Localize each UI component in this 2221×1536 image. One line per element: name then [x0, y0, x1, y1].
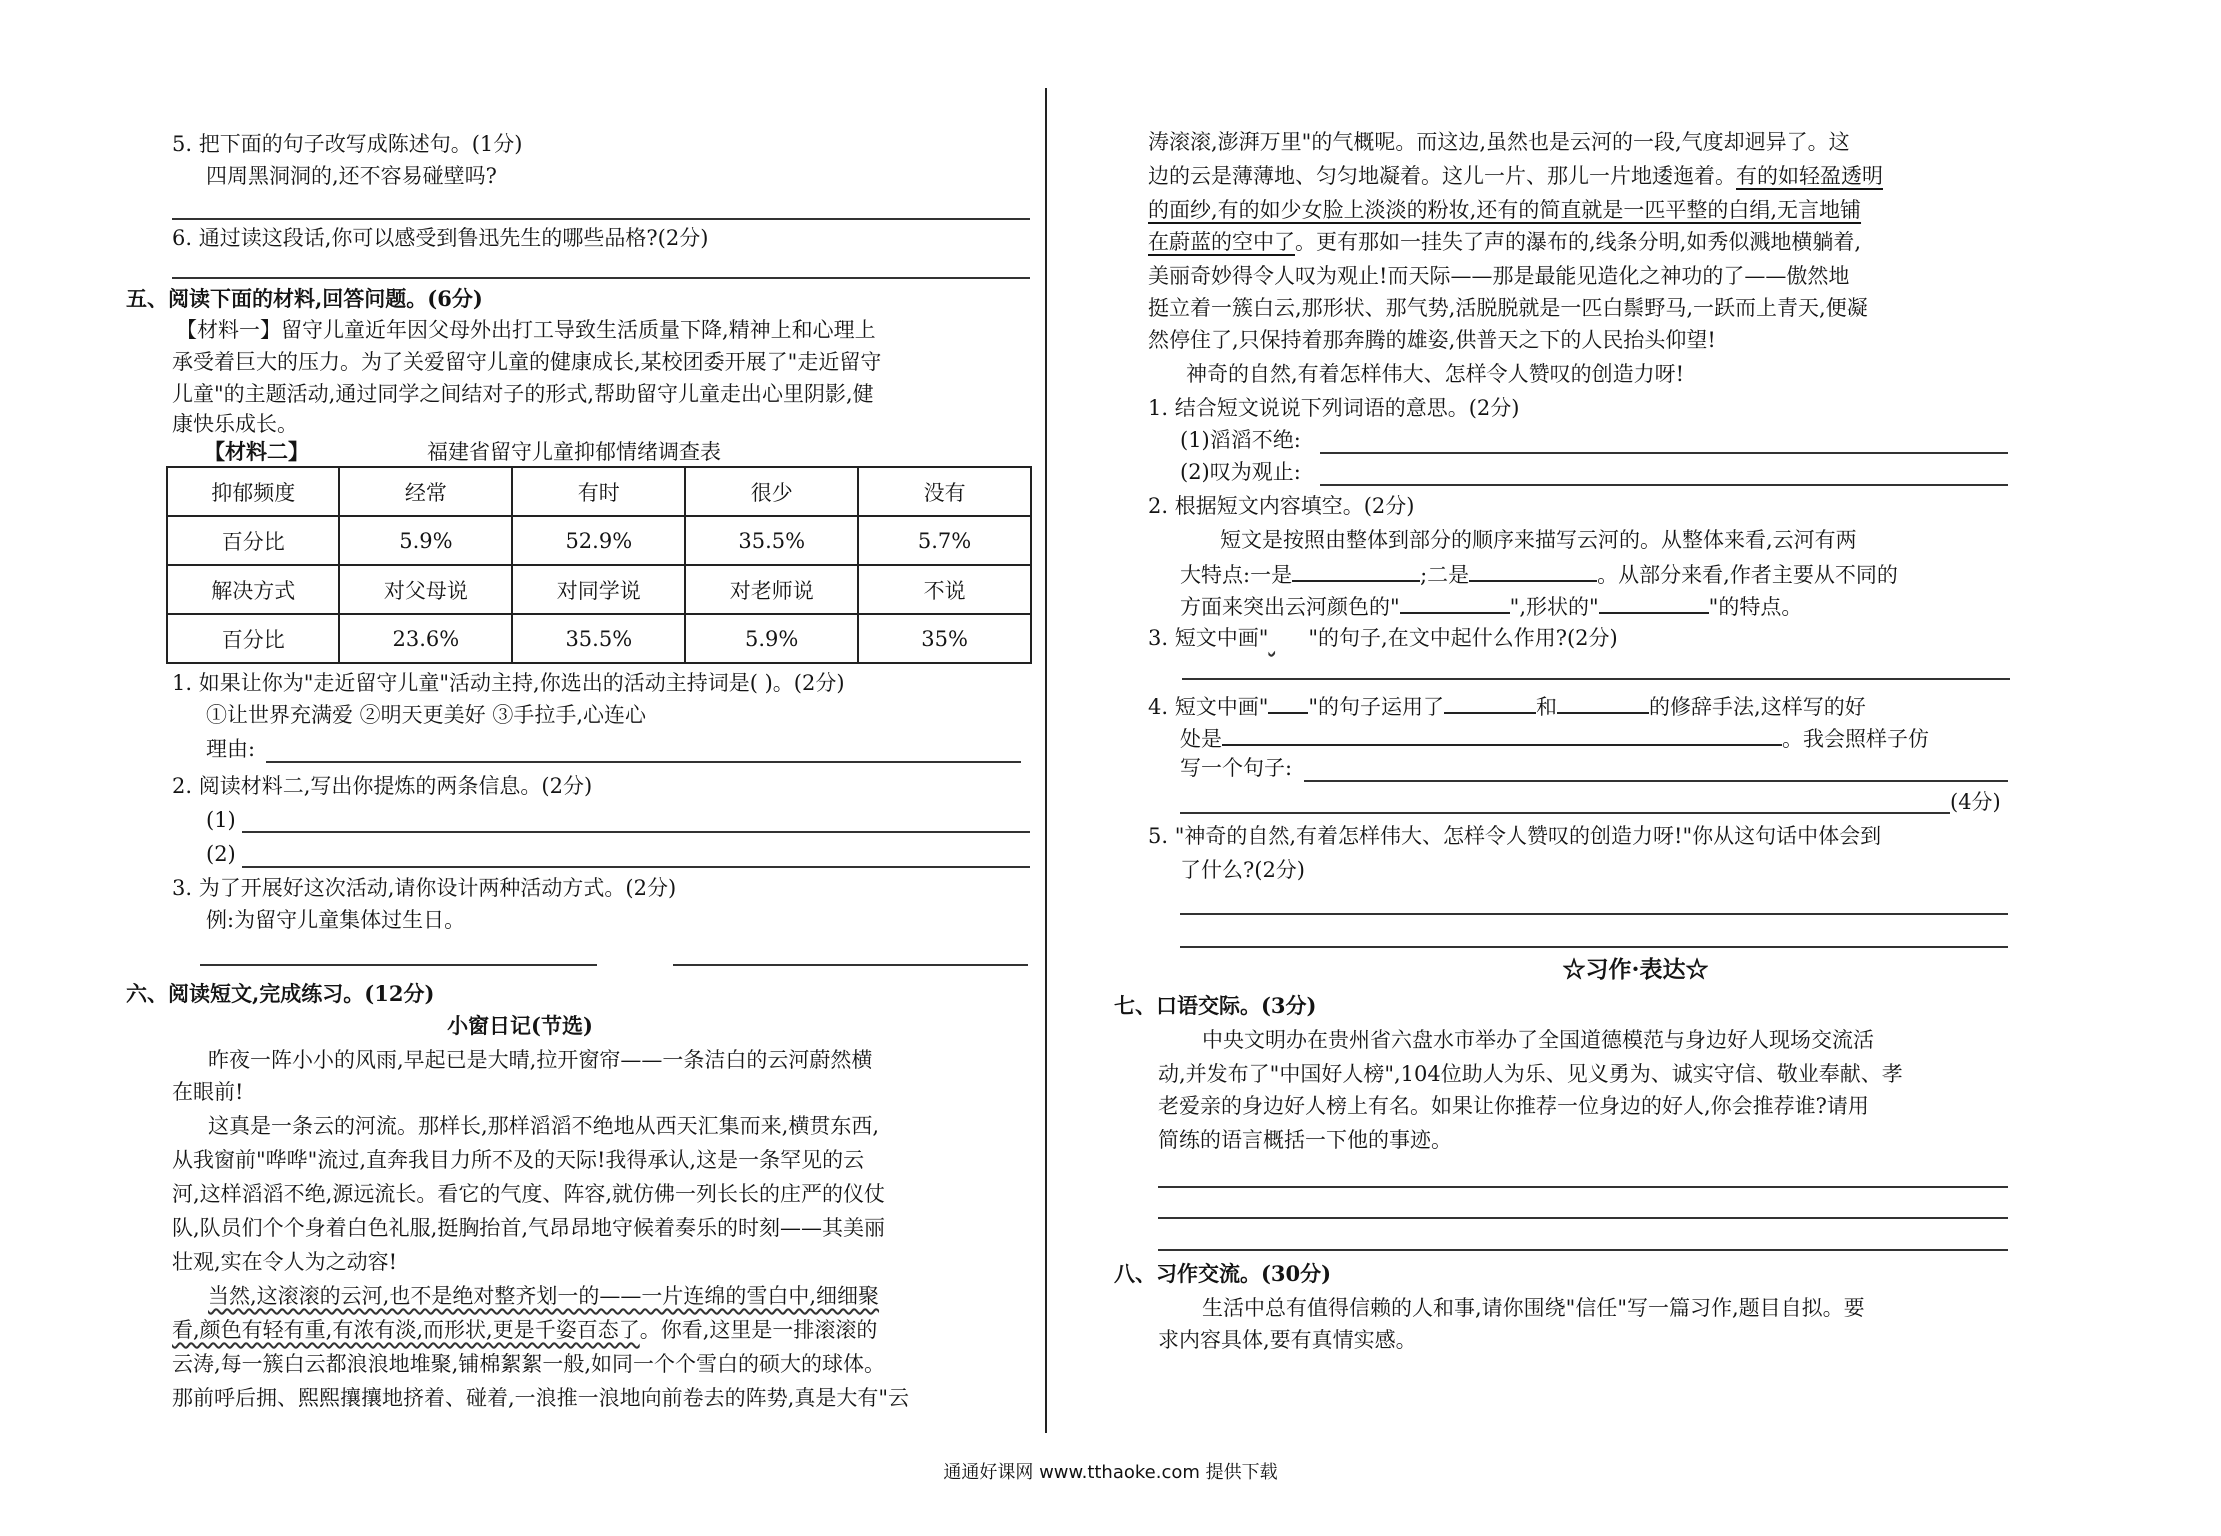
right-question-3 [1148, 624, 1618, 652]
section-8-line: 生活中总有值得信赖的人和事,请你围绕"信任"写一篇习作,题目自拟。要 [1202, 1296, 1865, 1320]
answer-line [1182, 678, 2010, 680]
right-question-2-line: 短文是按照由整体到部分的顺序来描写云河的。从整体来看,云河有两 [1220, 528, 1857, 552]
right-question-4-line [1180, 722, 1929, 753]
underlined-text: 在蔚蓝的空中了 [1148, 230, 1295, 254]
right-question-1a: (1)滔滔不绝: [1180, 428, 1301, 452]
table-cell: 23.6% [339, 614, 512, 663]
section-5-title: 五、阅读下面的材料,回答问题。(6分) [126, 286, 483, 311]
fill-blank [1599, 590, 1709, 614]
text: 大特点:一是 [1180, 563, 1293, 587]
answer-line [242, 831, 1030, 833]
passage-line-wavy [208, 1282, 879, 1310]
material-2-label: 【材料二】 [204, 439, 309, 464]
subquestion-2-item-1: (1) [206, 808, 236, 832]
right-question-4 [1148, 690, 1866, 721]
section-8-title: 八、习作交流。(30分) [1114, 1261, 1332, 1286]
section-7-line: 中央文明办在贵州省六盘水市举办了全国道德模范与身边好人现场交流活 [1202, 1028, 1874, 1052]
section-7-title: 七、口语交际。(3分) [1114, 993, 1317, 1018]
material-1-line: 儿童"的主题活动,通过同学之间结对子的形式,帮助留守儿童走出心里阴影,健 [172, 382, 874, 406]
answer-line [242, 866, 1030, 868]
passage-text: 。更有那如一挂失了声的瀑布的,线条分明,如秀似溅地横躺着, [1295, 230, 1862, 254]
table-row [167, 516, 1031, 565]
right-question-4-line: 写一个句子: [1180, 756, 1293, 780]
table-cell: 52.9% [512, 516, 685, 565]
passage-line [1148, 228, 1861, 256]
fill-blank [1444, 690, 1536, 714]
fill-blank [1469, 558, 1597, 582]
passage-line: 壮观,实在令人为之动容! [172, 1250, 398, 1274]
right-question-5: 5. "神奇的自然,有着怎样伟大、怎样令人赞叹的创造力呀!"你从这句话中体会到 [1148, 824, 1882, 848]
passage-text: 边的云是薄薄地、匀匀地凝着。这儿一片、那儿一片地逶迤着。 [1148, 164, 1736, 188]
column-divider [1045, 88, 1047, 1433]
section-7-line: 老爱亲的身边好人榜上有名。如果让你推荐一位身边的好人,你会推荐谁?请用 [1158, 1094, 1869, 1118]
straight-line-mark [1268, 690, 1308, 714]
right-question-5-line: 了什么?(2分) [1180, 858, 1306, 882]
text: ;二是 [1420, 563, 1470, 587]
answer-line [1320, 484, 2008, 486]
answer-line [1180, 812, 1950, 814]
answer-line [1180, 913, 2008, 915]
subquestion-2-item-2: (2) [206, 842, 236, 866]
section-6-title: 六、阅读短文,完成练习。(12分) [126, 981, 435, 1006]
right-question-2: 2. 根据短文内容填空。(2分) [1148, 494, 1415, 518]
text: 4. 短文中画" [1148, 695, 1269, 719]
table-row [167, 467, 1031, 516]
table-row [167, 614, 1031, 663]
fill-blank [1557, 690, 1649, 714]
passage-line: 涛滚滚,澎湃万里"的气概呢。而这边,虽然也是云河的一段,气度却迥异了。这 [1148, 130, 1850, 154]
table-row [167, 565, 1031, 614]
table-cell: 解决方式 [167, 565, 339, 614]
text: 。从部分来看,作者主要从不同的 [1597, 563, 1898, 587]
passage-line: 在眼前! [172, 1080, 244, 1104]
table-cell: 35.5% [685, 516, 858, 565]
text: "的特点。 [1708, 595, 1803, 619]
text: ",形状的" [1509, 595, 1599, 619]
material-1-line: 康快乐成长。 [172, 412, 298, 436]
table-cell: 很少 [685, 467, 858, 516]
table-cell: 对老师说 [685, 565, 858, 614]
answer-line [172, 218, 1030, 220]
answer-line [673, 964, 1028, 966]
subquestion-1-reason-label: 理由: [206, 737, 256, 761]
section-header: ☆习作·表达☆ [1562, 956, 1709, 983]
underlined-text: 的面纱,有的如少女脸上淡淡的粉妆,还有的简直就是一匹平整的白绢,无言地铺 [1148, 198, 1862, 222]
right-question-1: 1. 结合短文说说下列词语的意思。(2分) [1148, 396, 1520, 420]
table-cell: 百分比 [167, 614, 339, 663]
text: 的修辞手法,这样写的好 [1649, 695, 1866, 719]
subquestion-1-options: ①让世界充满爱 ②明天更美好 ③手拉手,心连心 [206, 703, 647, 727]
answer-line [1158, 1217, 2008, 1219]
table-cell: 5.9% [685, 614, 858, 663]
subquestion-3: 3. 为了开展好这次活动,请你设计两种活动方式。(2分) [172, 876, 677, 900]
text: 3. 短文中画" [1148, 626, 1269, 650]
material-1-line: 承受着巨大的压力。为了关爱留守儿童的健康成长,某校团委开展了"走近留守 [172, 350, 882, 374]
question-5-sentence: 四周黑洞洞的,还不容易碰壁吗? [206, 164, 497, 188]
right-question-2-line [1180, 590, 1802, 621]
underlined-text: 有的如轻盈透明 [1736, 164, 1883, 188]
subquestion-2: 2. 阅读材料二,写出你提炼的两条信息。(2分) [172, 774, 593, 798]
section-7-line: 动,并发布了"中国好人榜",104位助人为乐、见义勇为、诚实守信、敬业奉献、孝 [1158, 1062, 1903, 1086]
table-cell: 百分比 [167, 516, 339, 565]
footer-source: 通通好课网 www.tthaoke.com 提供下载 [943, 1462, 1278, 1483]
right-question-1b: (2)叹为观止: [1180, 460, 1301, 484]
passage-line: 队,队员们个个身着白色礼服,挺胸抬首,气昂昂地守候着奏乐的时刻——其美丽 [172, 1216, 886, 1240]
passage-line: 神奇的自然,有着怎样伟大、怎样令人赞叹的创造力呀! [1186, 362, 1685, 386]
wavy-underlined-text: 当然,这滚滚的云河,也不是绝对整齐划一的——一片连绵的雪白中,细细聚 [208, 1284, 880, 1308]
table-cell: 有时 [512, 467, 685, 516]
fill-blank [1292, 558, 1420, 582]
table-cell: 对父母说 [339, 565, 512, 614]
question-6: 6. 通过读这段话,你可以感受到鲁迅先生的哪些品格?(2分) [172, 226, 709, 250]
passage-line: 从我窗前"哗哗"流过,直奔我目力所不及的天际!我得承认,这是一条罕见的云 [172, 1148, 865, 1172]
table-cell: 35.5% [512, 614, 685, 663]
passage-line: 河,这样滔滔不绝,源远流长。看它的气度、阵容,就仿佛一列长长的庄严的仪仗 [172, 1182, 886, 1206]
passage-line: 这真是一条云的河流。那样长,那样滔滔不绝地从西天汇集而来,横贯东西, [208, 1114, 880, 1138]
subquestion-1: 1. 如果让你为"走近留守儿童"活动主持,你选出的活动主持词是( )。(2分) [172, 671, 845, 695]
passage-line [1148, 162, 1883, 190]
table-cell: 经常 [339, 467, 512, 516]
answer-line [1304, 780, 2008, 782]
passage-line: 然停住了,只保持着那奔腾的雄姿,供普天之下的人民抬头仰望! [1148, 328, 1716, 352]
fill-blank [1400, 590, 1510, 614]
passage-line [172, 1316, 877, 1344]
answer-line [1180, 946, 2008, 948]
text: 。我会照样子仿 [1782, 727, 1929, 751]
passage-line: 美丽奇妙得令人叹为观止!而天际——那是最能见造化之神功的了——傲然地 [1148, 264, 1850, 288]
answer-line [1158, 1249, 2008, 1251]
passage-text: 。你看,这里是一排滚滚的 [639, 1318, 878, 1342]
table-cell: 35% [858, 614, 1031, 663]
passage-line: 云涛,每一簇白云都浪浪地堆聚,铺棉絮絮一般,如同一个个雪白的硕大的球体。 [172, 1352, 886, 1376]
table-cell: 5.7% [858, 516, 1031, 565]
table-cell: 对同学说 [512, 565, 685, 614]
wavy-underlined-text: 看,颜色有轻有重,有浓有淡,而形状,更是千姿百态了 [172, 1318, 640, 1342]
table-cell: 没有 [858, 467, 1031, 516]
text: 方面来突出云河颜色的" [1180, 595, 1400, 619]
answer-line [172, 277, 1030, 279]
text: "的句子运用了 [1308, 695, 1445, 719]
table-cell: 不说 [858, 565, 1031, 614]
text: 处是 [1180, 727, 1222, 751]
passage-title: 小窗日记(节选) [447, 1013, 593, 1038]
passage-line: 挺立着一簇白云,那形状、那气势,活脱脱就是一匹白鬃野马,一跃而上青天,便凝 [1148, 296, 1868, 320]
table-title: 福建省留守儿童抑郁情绪调查表 [427, 440, 721, 464]
table-cell: 抑郁频度 [167, 467, 339, 516]
fill-blank [1222, 722, 1782, 746]
passage-line: 昨夜一阵小小的风雨,早起已是大晴,拉开窗帘——一条洁白的云河蔚然横 [208, 1048, 873, 1072]
survey-table [166, 466, 1032, 664]
right-question-2-line [1180, 558, 1898, 589]
answer-line [266, 761, 1021, 763]
text: 和 [1536, 695, 1558, 719]
section-7-line: 简练的语言概括一下他的事迹。 [1158, 1128, 1452, 1152]
section-8-line: 求内容具体,要有真情实感。 [1158, 1328, 1417, 1352]
table-cell: 5.9% [339, 516, 512, 565]
question-5: 5. 把下面的句子改写成陈述句。(1分) [172, 132, 523, 156]
text: "的句子,在文中起什么作用?(2分) [1308, 626, 1618, 650]
material-1-line: 【材料一】留守儿童近年因父母外出打工导致生活质量下降,精神上和心理上 [176, 318, 876, 342]
answer-line [1158, 1186, 2008, 1188]
passage-line: 那前呼后拥、熙熙攘攘地挤着、碰着,一浪推一浪地向前卷去的阵势,真是大有"云 [172, 1386, 910, 1410]
answer-line [200, 964, 597, 966]
right-question-4-score: (4分) [1950, 790, 2001, 814]
wavy-line-mark [1268, 624, 1308, 652]
answer-line [1320, 452, 2008, 454]
subquestion-3-example: 例:为留守儿童集体过生日。 [206, 908, 466, 932]
passage-line [1148, 196, 1861, 224]
